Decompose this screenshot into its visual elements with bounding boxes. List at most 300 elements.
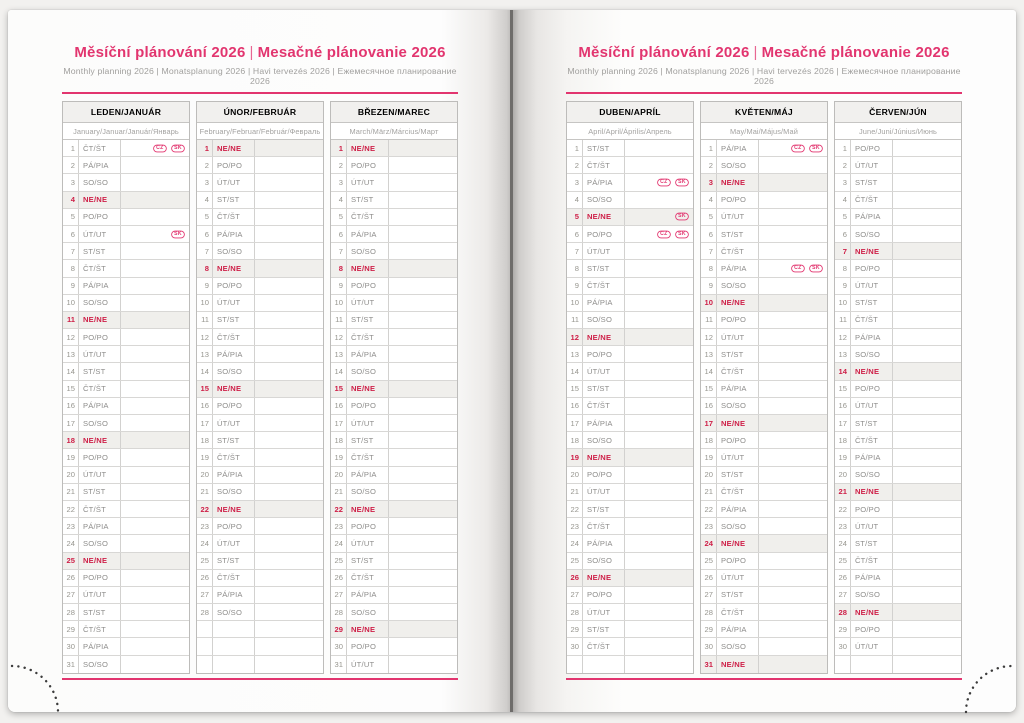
blank-day-row — [567, 656, 693, 673]
blank-day-row — [197, 656, 323, 673]
day-number-cell: 6 — [63, 226, 79, 242]
day-notes-cell — [893, 209, 961, 225]
day-row — [567, 484, 693, 501]
day-number-cell: 13 — [835, 346, 851, 362]
day-row — [701, 243, 827, 260]
day-row — [197, 278, 323, 295]
day-row — [835, 346, 961, 363]
month-subtitle: March/März/Március/Март — [331, 123, 457, 140]
day-weekday-cell: PÁ/PIA — [717, 621, 759, 637]
open-diary-book — [8, 10, 1016, 712]
day-notes-cell — [759, 398, 827, 414]
day-weekday-cell: PO/PO — [851, 381, 893, 397]
day-notes-cell — [121, 449, 189, 465]
day-number-cell: 13 — [331, 346, 347, 362]
day-weekday-cell: ST/ST — [851, 415, 893, 431]
day-notes-cell — [255, 312, 323, 328]
day-number-cell: 19 — [63, 449, 79, 465]
day-weekday-cell: ST/ST — [213, 312, 255, 328]
day-weekday-cell: ST/ST — [213, 553, 255, 569]
day-row — [63, 449, 189, 466]
day-notes-cell — [893, 656, 961, 673]
day-weekday-cell: ČT/ŠT — [583, 398, 625, 414]
day-number-cell: 18 — [567, 432, 583, 448]
day-row — [701, 260, 827, 277]
day-row — [197, 415, 323, 432]
day-number-cell: 20 — [331, 467, 347, 483]
day-weekday-cell: PO/PO — [717, 192, 759, 208]
day-weekday-cell: SO/SO — [583, 192, 625, 208]
day-notes-cell — [255, 518, 323, 534]
day-notes-cell — [389, 535, 457, 551]
day-notes-cell — [389, 295, 457, 311]
day-notes-cell — [893, 467, 961, 483]
day-number-cell: 6 — [835, 226, 851, 242]
day-notes-cell — [893, 312, 961, 328]
day-notes-cell — [893, 295, 961, 311]
day-number-cell: 21 — [197, 484, 213, 500]
day-number-cell: 20 — [63, 467, 79, 483]
day-number-cell: 22 — [197, 501, 213, 517]
day-notes-cell — [759, 518, 827, 534]
day-weekday-cell: ÚT/UT — [717, 449, 759, 465]
day-weekday-cell: PÁ/PIA — [583, 174, 625, 190]
day-number-cell: 26 — [701, 570, 717, 586]
day-notes-cell — [389, 209, 457, 225]
day-row — [567, 570, 693, 587]
day-notes-cell — [389, 192, 457, 208]
day-notes-cell — [893, 398, 961, 414]
day-row — [701, 209, 827, 226]
day-row — [197, 295, 323, 312]
day-notes-cell — [759, 260, 827, 276]
day-row — [835, 432, 961, 449]
day-number-cell: 3 — [331, 174, 347, 190]
day-weekday-cell: NE/NE — [583, 329, 625, 345]
day-row — [835, 260, 961, 277]
page-subtitle: Monthly planning 2026 | Monatsplanung 2026 | Havi tervezés 2026 | Ежемесячное планирование 2026 — [63, 66, 457, 86]
day-weekday-cell: ČT/ŠT — [79, 621, 121, 637]
day-weekday-cell: PO/PO — [851, 140, 893, 156]
day-notes-cell — [121, 278, 189, 294]
day-notes-cell — [893, 604, 961, 620]
day-weekday-cell: ÚT/UT — [851, 278, 893, 294]
day-notes-cell — [121, 604, 189, 620]
day-weekday-cell: PO/PO — [347, 518, 389, 534]
day-number-cell: 13 — [567, 346, 583, 362]
day-row — [701, 295, 827, 312]
month-name: LEDEN/JANUÁR — [63, 102, 189, 123]
day-weekday-cell: NE/NE — [347, 381, 389, 397]
day-weekday-cell: ST/ST — [717, 226, 759, 242]
day-number-cell: 19 — [197, 449, 213, 465]
day-number-cell: 14 — [63, 363, 79, 379]
day-notes-cell — [121, 587, 189, 603]
day-notes-cell — [255, 553, 323, 569]
day-weekday-cell: NE/NE — [79, 432, 121, 448]
day-row — [701, 415, 827, 432]
day-notes-cell — [625, 570, 693, 586]
day-number-cell: 11 — [567, 312, 583, 328]
day-weekday-cell: ST/ST — [583, 381, 625, 397]
day-notes-cell — [625, 518, 693, 534]
day-notes-cell — [255, 278, 323, 294]
day-row — [63, 501, 189, 518]
day-number-cell: 24 — [63, 535, 79, 551]
day-weekday-cell — [851, 656, 893, 673]
day-number-cell: 27 — [331, 587, 347, 603]
day-notes-cell — [255, 570, 323, 586]
day-number-cell: 1 — [835, 140, 851, 156]
day-notes-cell — [255, 467, 323, 483]
day-notes-cell — [389, 467, 457, 483]
day-weekday-cell: NE/NE — [213, 501, 255, 517]
day-weekday-cell: ČT/ŠT — [583, 278, 625, 294]
day-weekday-cell: SO/SO — [347, 363, 389, 379]
day-notes-cell — [625, 656, 693, 673]
day-row — [701, 329, 827, 346]
day-row — [701, 621, 827, 638]
day-weekday-cell: ST/ST — [347, 192, 389, 208]
month-subtitle: January/Januar/Január/Январь — [63, 123, 189, 140]
day-weekday-cell: SO/SO — [717, 278, 759, 294]
day-number-cell: 26 — [567, 570, 583, 586]
day-notes-cell — [625, 501, 693, 517]
day-weekday-cell: ČT/ŠT — [717, 363, 759, 379]
day-weekday-cell: SO/SO — [717, 638, 759, 654]
day-notes-cell — [255, 604, 323, 620]
day-row — [701, 381, 827, 398]
day-weekday-cell: SO/SO — [79, 656, 121, 673]
day-notes-cell — [759, 432, 827, 448]
day-number-cell: 17 — [835, 415, 851, 431]
day-number-cell: 14 — [567, 363, 583, 379]
day-number-cell: 18 — [63, 432, 79, 448]
day-row — [331, 312, 457, 329]
day-notes-cell — [893, 432, 961, 448]
day-number-cell: 9 — [701, 278, 717, 294]
day-weekday-cell: PÁ/PIA — [717, 140, 759, 156]
day-weekday-cell: NE/NE — [851, 363, 893, 379]
day-number-cell: 12 — [331, 329, 347, 345]
day-number-cell: 26 — [835, 570, 851, 586]
day-number-cell: 25 — [835, 553, 851, 569]
day-number-cell — [835, 656, 851, 673]
day-weekday-cell: NE/NE — [79, 192, 121, 208]
day-weekday-cell: ST/ST — [583, 260, 625, 276]
month-table — [834, 101, 962, 674]
day-number-cell: 16 — [701, 398, 717, 414]
day-number-cell: 9 — [197, 278, 213, 294]
day-notes-cell — [893, 329, 961, 345]
day-number-cell: 24 — [567, 535, 583, 551]
day-number-cell: 6 — [331, 226, 347, 242]
day-notes-cell — [255, 174, 323, 190]
holiday-country-badge: SK — [809, 265, 823, 273]
day-weekday-cell: NE/NE — [583, 449, 625, 465]
day-number-cell: 2 — [835, 157, 851, 173]
day-weekday-cell: ÚT/UT — [213, 535, 255, 551]
day-weekday-cell: PO/PO — [79, 329, 121, 345]
day-notes-cell — [625, 312, 693, 328]
day-weekday-cell: ČT/ŠT — [717, 243, 759, 259]
top-rule — [62, 92, 458, 94]
day-notes-cell — [759, 312, 827, 328]
day-number-cell: 23 — [331, 518, 347, 534]
day-number-cell: 28 — [197, 604, 213, 620]
day-weekday-cell: ÚT/UT — [213, 174, 255, 190]
day-notes-cell — [625, 638, 693, 654]
page-title-slovak: Mesačné plánovanie 2026 — [257, 44, 446, 61]
day-weekday-cell: SO/SO — [717, 157, 759, 173]
day-row — [331, 449, 457, 466]
day-notes-cell — [255, 243, 323, 259]
day-weekday-cell: PO/PO — [583, 467, 625, 483]
day-row — [63, 570, 189, 587]
day-number-cell: 7 — [63, 243, 79, 259]
day-weekday-cell: ČT/ŠT — [851, 312, 893, 328]
day-weekday-cell: ST/ST — [79, 363, 121, 379]
day-row — [63, 278, 189, 295]
day-number-cell: 16 — [567, 398, 583, 414]
day-notes-cell — [389, 260, 457, 276]
day-weekday-cell: ÚT/UT — [79, 226, 121, 242]
day-notes-cell — [893, 174, 961, 190]
day-row — [835, 553, 961, 570]
day-number-cell — [197, 638, 213, 654]
day-weekday-cell: ÚT/UT — [347, 656, 389, 673]
day-row — [567, 295, 693, 312]
day-weekday-cell: ÚT/UT — [851, 638, 893, 654]
holiday-country-badge: SK — [171, 230, 185, 238]
holiday-country-badge: CZ — [658, 179, 671, 187]
holiday-country-badge: SK — [809, 144, 823, 152]
day-notes-cell — [893, 260, 961, 276]
day-row — [63, 621, 189, 638]
day-notes-cell — [759, 604, 827, 620]
day-weekday-cell: NE/NE — [851, 243, 893, 259]
day-notes-cell — [759, 535, 827, 551]
day-notes-cell — [121, 174, 189, 190]
day-weekday-cell: NE/NE — [347, 621, 389, 637]
day-number-cell: 24 — [197, 535, 213, 551]
day-notes-cell — [893, 278, 961, 294]
day-notes-cell — [759, 638, 827, 654]
day-notes-cell — [625, 174, 693, 190]
day-notes-cell — [255, 415, 323, 431]
day-notes-cell — [121, 621, 189, 637]
day-weekday-cell: PÁ/PIA — [213, 346, 255, 362]
book-spine-gutter — [510, 10, 513, 712]
day-number-cell: 3 — [701, 174, 717, 190]
day-row — [835, 535, 961, 552]
day-row — [197, 157, 323, 174]
day-weekday-cell: SO/SO — [213, 484, 255, 500]
day-notes-cell — [121, 501, 189, 517]
day-number-cell: 22 — [701, 501, 717, 517]
day-row — [197, 449, 323, 466]
day-weekday-cell: NE/NE — [347, 260, 389, 276]
day-number-cell: 15 — [567, 381, 583, 397]
day-row — [567, 260, 693, 277]
day-notes-cell — [759, 209, 827, 225]
day-number-cell: 24 — [331, 535, 347, 551]
day-weekday-cell: SO/SO — [851, 346, 893, 362]
day-row — [63, 295, 189, 312]
day-number-cell: 21 — [567, 484, 583, 500]
day-number-cell: 20 — [701, 467, 717, 483]
day-row — [701, 226, 827, 243]
month-table — [62, 101, 190, 674]
day-notes-cell — [255, 398, 323, 414]
day-notes-cell — [759, 140, 827, 156]
day-row — [197, 312, 323, 329]
day-notes-cell — [255, 363, 323, 379]
day-row — [567, 535, 693, 552]
day-notes-cell — [389, 278, 457, 294]
day-row — [835, 209, 961, 226]
blank-day-row — [197, 638, 323, 655]
day-row — [63, 260, 189, 277]
day-number-cell: 9 — [567, 278, 583, 294]
day-notes-cell — [759, 295, 827, 311]
day-weekday-cell: ČT/ŠT — [717, 604, 759, 620]
day-notes-cell — [121, 157, 189, 173]
day-weekday-cell: ÚT/UT — [583, 604, 625, 620]
day-notes-cell — [759, 656, 827, 673]
day-number-cell: 17 — [197, 415, 213, 431]
day-weekday-cell: PÁ/PIA — [347, 467, 389, 483]
day-number-cell: 22 — [331, 501, 347, 517]
day-weekday-cell: ÚT/UT — [79, 467, 121, 483]
day-weekday-cell: ST/ST — [79, 604, 121, 620]
day-number-cell: 20 — [567, 467, 583, 483]
day-number-cell: 2 — [567, 157, 583, 173]
day-notes-cell — [255, 501, 323, 517]
day-number-cell: 1 — [567, 140, 583, 156]
day-weekday-cell: PO/PO — [717, 312, 759, 328]
day-row — [701, 278, 827, 295]
day-number-cell: 24 — [701, 535, 717, 551]
day-weekday-cell: SO/SO — [347, 243, 389, 259]
day-number-cell: 6 — [701, 226, 717, 242]
day-row — [331, 363, 457, 380]
day-number-cell: 8 — [197, 260, 213, 276]
day-weekday-cell: SO/SO — [851, 226, 893, 242]
day-notes-cell — [389, 363, 457, 379]
day-row — [331, 209, 457, 226]
day-notes-cell — [121, 243, 189, 259]
day-row — [197, 553, 323, 570]
day-number-cell — [197, 656, 213, 673]
day-number-cell: 16 — [63, 398, 79, 414]
day-weekday-cell: SO/SO — [347, 604, 389, 620]
day-number-cell: 7 — [331, 243, 347, 259]
day-row — [835, 484, 961, 501]
day-row — [331, 157, 457, 174]
day-notes-cell — [121, 656, 189, 673]
day-row — [567, 638, 693, 655]
day-row — [197, 346, 323, 363]
day-notes-cell — [625, 535, 693, 551]
day-number-cell: 19 — [567, 449, 583, 465]
day-row — [701, 363, 827, 380]
day-weekday-cell: NE/NE — [347, 501, 389, 517]
day-weekday-cell: ČT/ŠT — [347, 209, 389, 225]
day-weekday-cell: PO/PO — [717, 553, 759, 569]
day-weekday-cell: PO/PO — [851, 501, 893, 517]
day-row — [197, 398, 323, 415]
months-row — [62, 101, 458, 674]
day-weekday-cell: PÁ/PIA — [213, 226, 255, 242]
day-notes-cell — [389, 398, 457, 414]
day-weekday-cell: ČT/ŠT — [213, 449, 255, 465]
day-number-cell: 26 — [197, 570, 213, 586]
day-row — [63, 363, 189, 380]
month-name: ÚNOR/FEBRUÁR — [197, 102, 323, 123]
day-row — [63, 140, 189, 157]
day-row — [567, 398, 693, 415]
day-row — [567, 363, 693, 380]
day-number-cell: 7 — [197, 243, 213, 259]
day-number-cell: 15 — [835, 381, 851, 397]
day-weekday-cell: PO/PO — [347, 157, 389, 173]
day-weekday-cell: ČT/ŠT — [851, 553, 893, 569]
day-weekday-cell: PÁ/PIA — [851, 449, 893, 465]
holiday-country-badge: CZ — [792, 144, 805, 152]
day-number-cell: 8 — [835, 260, 851, 276]
day-number-cell: 10 — [63, 295, 79, 311]
day-number-cell: 28 — [567, 604, 583, 620]
day-number-cell: 23 — [63, 518, 79, 534]
day-number-cell: 14 — [197, 363, 213, 379]
day-row — [63, 432, 189, 449]
day-weekday-cell: ST/ST — [213, 192, 255, 208]
day-row — [701, 484, 827, 501]
day-weekday-cell: ÚT/UT — [717, 570, 759, 586]
bottom-rule — [566, 678, 962, 680]
day-weekday-cell: ST/ST — [583, 501, 625, 517]
day-notes-cell — [389, 501, 457, 517]
month-subtitle: May/Mai/Május/Май — [701, 123, 827, 140]
day-number-cell: 17 — [63, 415, 79, 431]
day-number-cell: 3 — [197, 174, 213, 190]
day-row — [567, 346, 693, 363]
day-row — [63, 656, 189, 673]
day-row — [835, 381, 961, 398]
day-number-cell: 9 — [331, 278, 347, 294]
day-notes-cell — [255, 260, 323, 276]
day-weekday-cell: ÚT/UT — [79, 587, 121, 603]
day-number-cell: 18 — [835, 432, 851, 448]
day-number-cell: 8 — [701, 260, 717, 276]
day-notes-cell — [893, 449, 961, 465]
day-notes-cell — [389, 432, 457, 448]
day-row — [63, 381, 189, 398]
day-weekday-cell: ČT/ŠT — [583, 638, 625, 654]
day-number-cell: 29 — [567, 621, 583, 637]
day-weekday-cell: ČT/ŠT — [79, 140, 121, 156]
page-left — [8, 10, 512, 712]
day-weekday-cell: NE/NE — [717, 656, 759, 673]
day-notes-cell — [121, 638, 189, 654]
day-notes-cell — [625, 398, 693, 414]
day-number-cell: 8 — [63, 260, 79, 276]
day-row — [63, 226, 189, 243]
day-number-cell: 11 — [701, 312, 717, 328]
day-weekday-cell: ÚT/UT — [851, 518, 893, 534]
day-row — [567, 432, 693, 449]
